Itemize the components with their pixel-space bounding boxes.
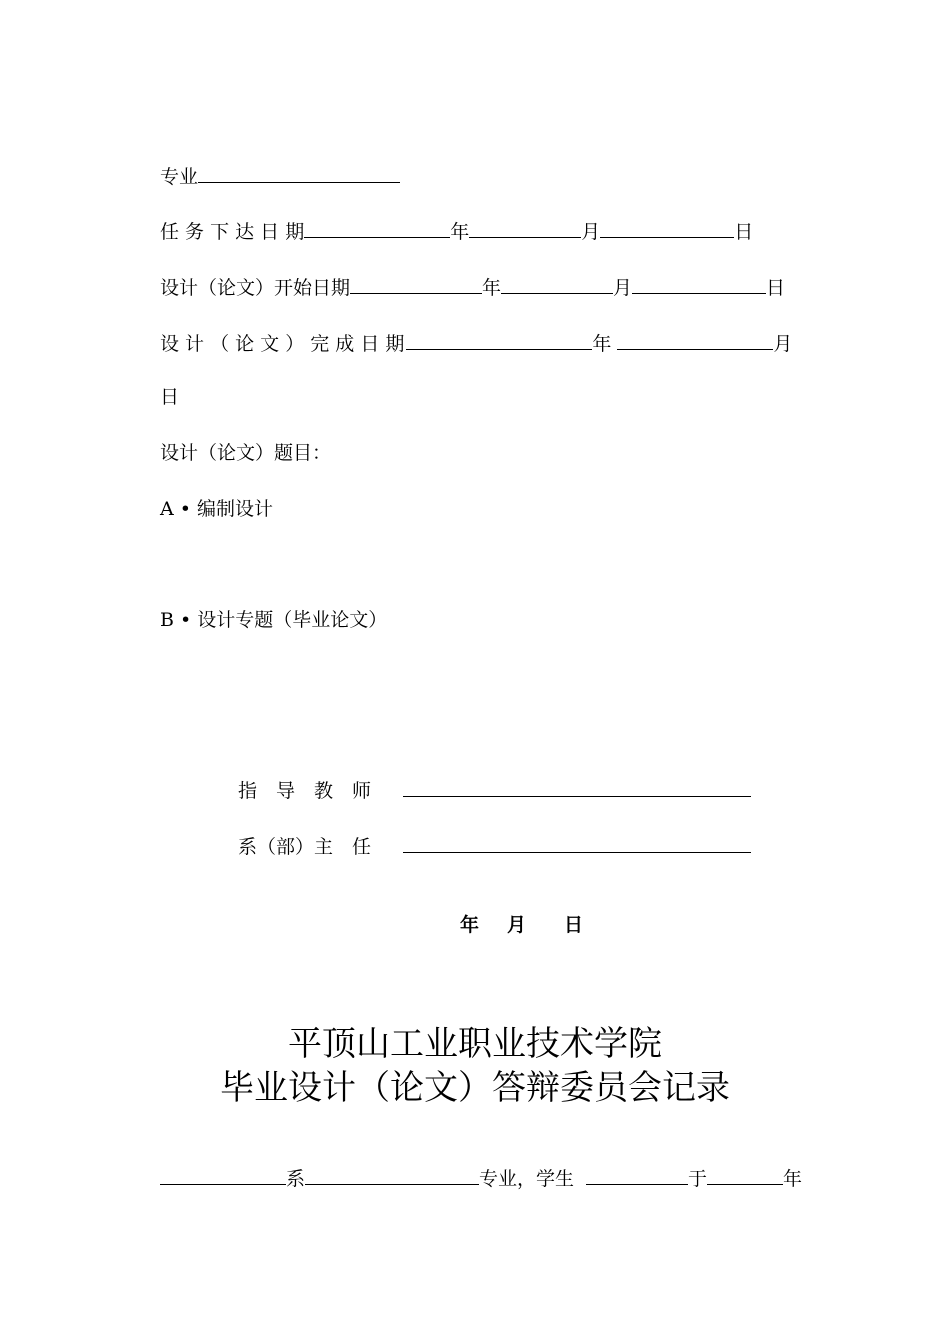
dept-suffix: 系 bbox=[286, 1168, 306, 1190]
finish-date-label: 设 计 （ 论 文 ） 完 成 日 期 bbox=[160, 333, 405, 355]
year-label: 年 bbox=[592, 333, 612, 355]
director-blank[interactable] bbox=[403, 832, 751, 853]
day-label: 日 bbox=[766, 277, 786, 299]
task-date-row bbox=[160, 217, 753, 244]
date-footer bbox=[460, 910, 583, 937]
finish-date-row bbox=[160, 329, 792, 356]
day-label: 日 bbox=[734, 221, 754, 243]
director-label: 系（部）主 任 bbox=[238, 836, 372, 858]
finish-month-blank[interactable] bbox=[617, 329, 773, 350]
start-date-row bbox=[160, 273, 785, 300]
month-label: 月 bbox=[613, 277, 633, 299]
month-label: 月 bbox=[773, 333, 793, 355]
start-month-blank[interactable] bbox=[501, 273, 613, 294]
start-date-label: 设计（论文）开始日期 bbox=[160, 277, 351, 299]
major-blank[interactable] bbox=[198, 162, 400, 183]
year-label: 年 bbox=[482, 277, 502, 299]
major-row bbox=[160, 162, 400, 189]
record-title-1: 平顶山工业职业技术学院 bbox=[288, 1024, 662, 1064]
task-date-label: 任 务 下 达 日 期 bbox=[160, 221, 305, 243]
part-a-row bbox=[160, 497, 273, 521]
day-label: 日 bbox=[160, 386, 180, 408]
start-year-blank[interactable] bbox=[350, 273, 482, 294]
topic-label: 设计（论文）题目： bbox=[160, 442, 332, 464]
advisor-blank[interactable] bbox=[403, 776, 751, 797]
part-b-row bbox=[160, 608, 387, 632]
major-student-label: 专业，学生 bbox=[479, 1168, 575, 1190]
task-year-blank[interactable] bbox=[304, 217, 450, 238]
footer-month: 月 bbox=[507, 914, 527, 936]
at-label: 于 bbox=[688, 1168, 708, 1190]
finish-year-blank[interactable] bbox=[406, 329, 592, 350]
record-year-blank[interactable] bbox=[707, 1164, 783, 1185]
advisor-row bbox=[238, 776, 751, 803]
student-blank[interactable] bbox=[586, 1164, 688, 1185]
record-major-blank[interactable] bbox=[305, 1164, 479, 1185]
record-title-2: 毕业设计（论文）答辩委员会记录 bbox=[220, 1068, 730, 1108]
part-a-label: A • 编制设计 bbox=[160, 498, 274, 520]
dept-blank[interactable] bbox=[160, 1164, 286, 1185]
record-year-label: 年 bbox=[783, 1168, 803, 1190]
start-day-blank[interactable] bbox=[632, 273, 766, 294]
finish-day-row bbox=[160, 385, 179, 409]
footer-day: 日 bbox=[564, 914, 584, 936]
footer-year: 年 bbox=[460, 914, 480, 936]
director-row bbox=[238, 832, 751, 859]
task-day-blank[interactable] bbox=[600, 217, 734, 238]
year-label: 年 bbox=[450, 221, 470, 243]
topic-row bbox=[160, 441, 331, 465]
major-label: 专业 bbox=[160, 166, 199, 188]
part-b-label: B • 设计专题（毕业论文） bbox=[160, 609, 388, 631]
advisor-label: 指 导 教 师 bbox=[238, 780, 372, 802]
month-label: 月 bbox=[581, 221, 601, 243]
task-month-blank[interactable] bbox=[469, 217, 581, 238]
record-line bbox=[160, 1164, 802, 1191]
